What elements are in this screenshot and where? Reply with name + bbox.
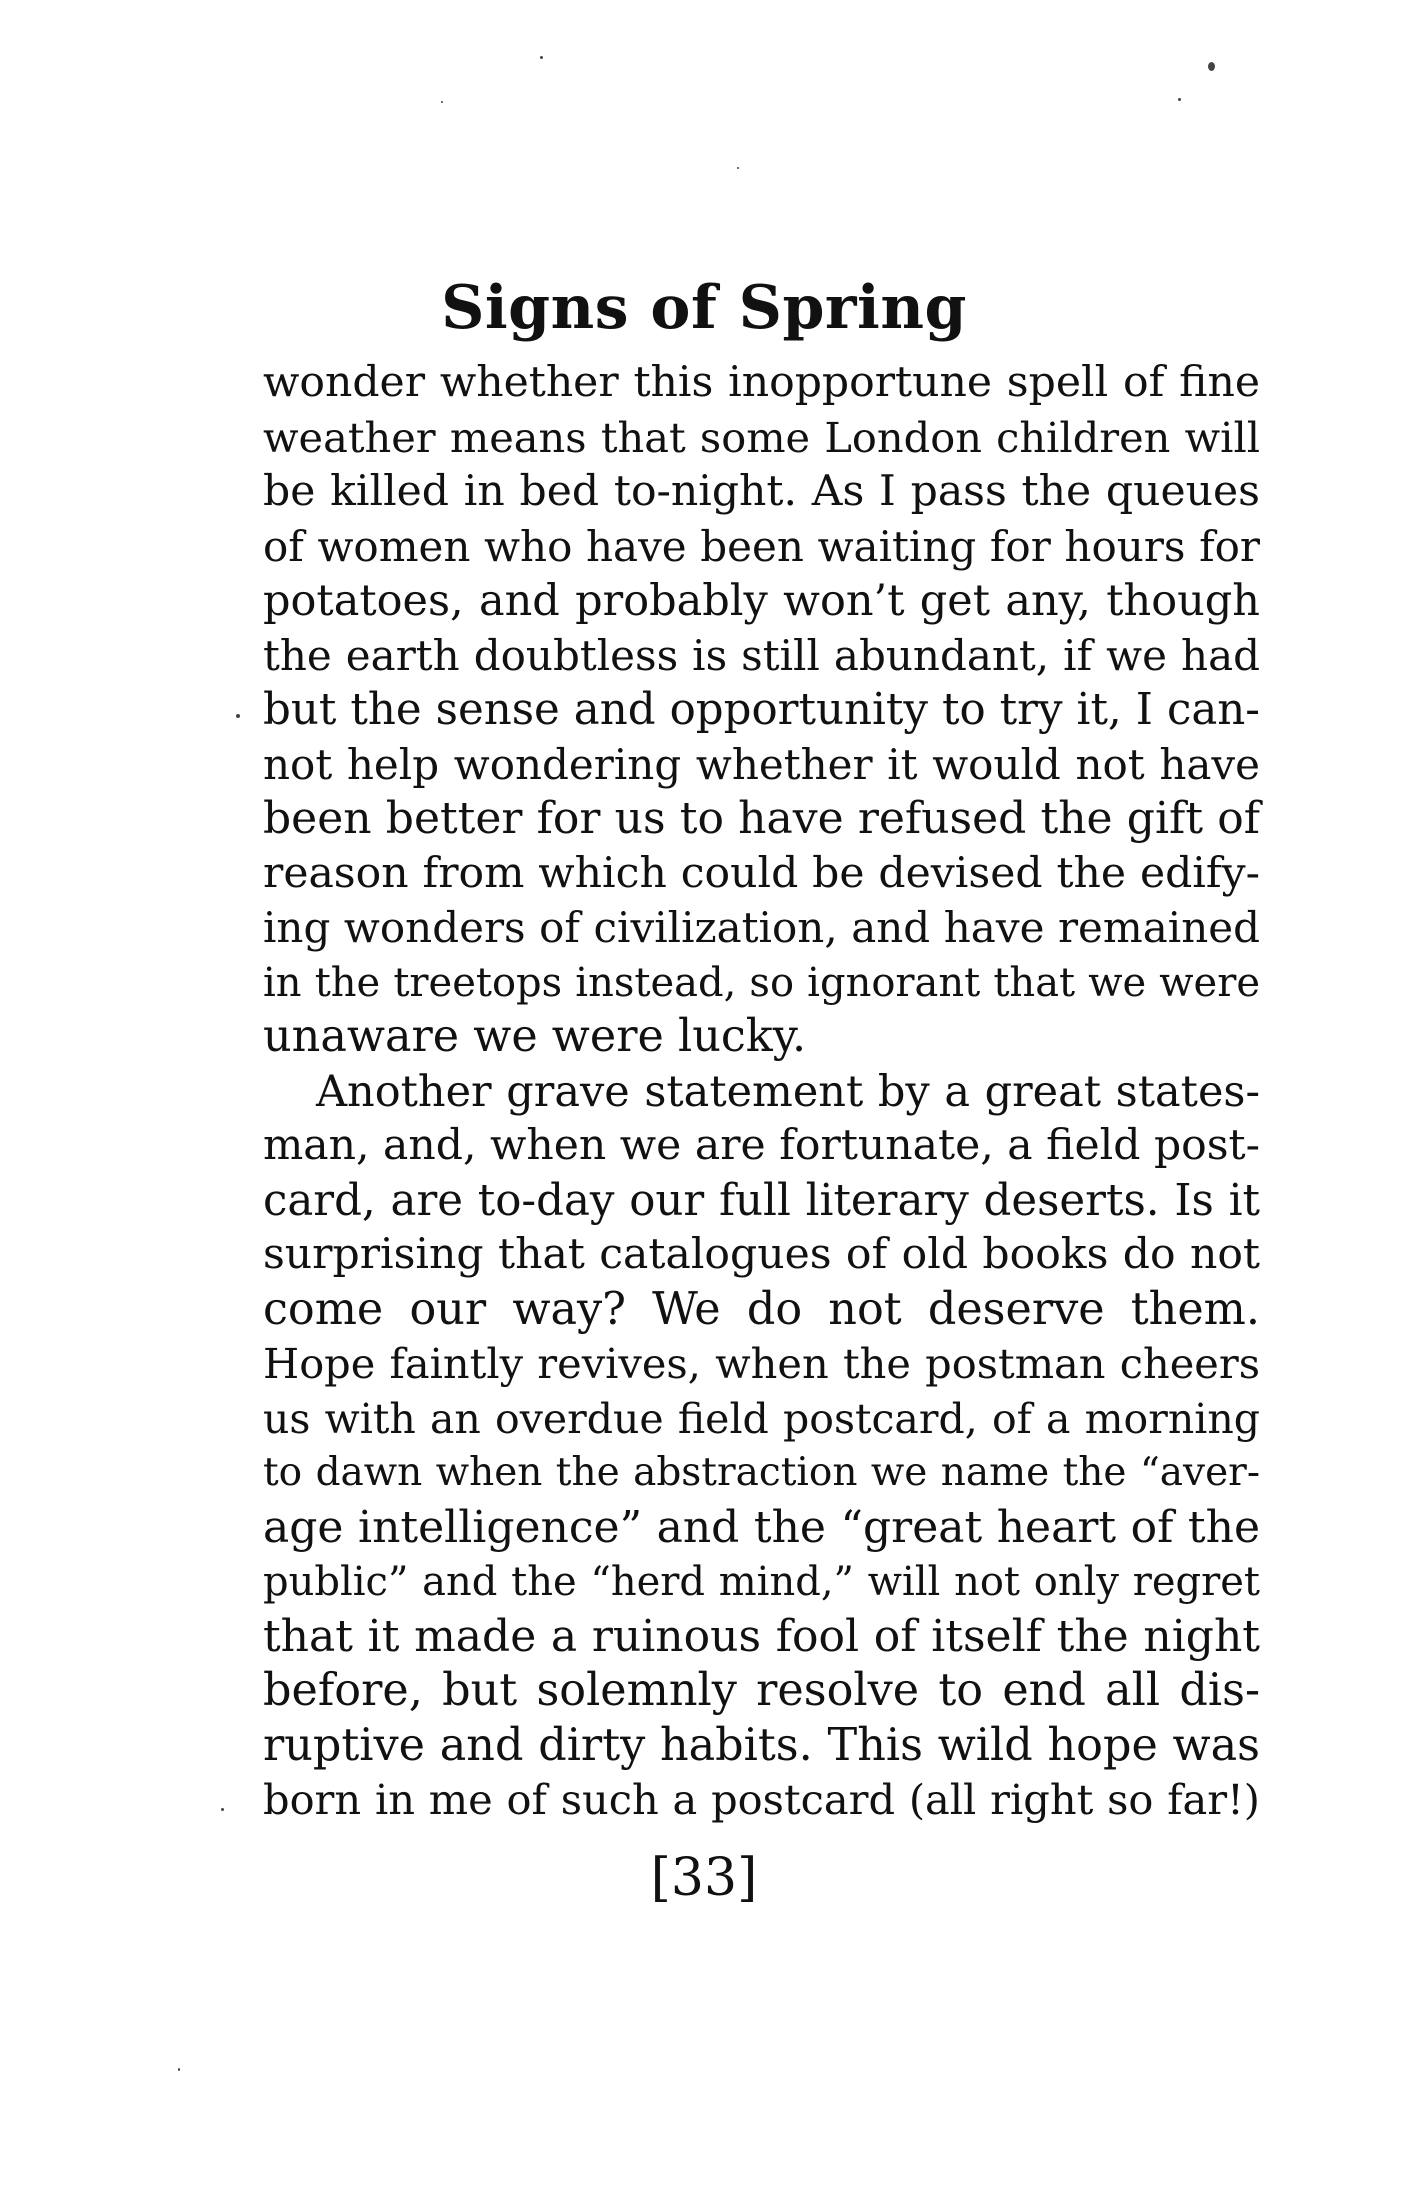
text-line: in the treetops instead, so ignorant that we were [263,959,1260,1006]
text-line: weather means that some London children will [263,412,1260,462]
text-line: born in me of such a postcard (all right so far!) [263,1775,1260,1824]
text-line: surprising that catalogues of old books do not [263,1230,1260,1279]
text-line: been better for us to have refused the gift of [263,793,1260,844]
text-line: that it made a ruinous fool of itself the night [263,1610,1260,1662]
text-line: unaware we were lucky. [263,1011,807,1062]
text-line: the earth doubtless is still abundant, if we had [263,630,1260,680]
running-head: Signs of Spring [441,273,967,343]
text-line: Another grave statement by a great states- [316,1066,1260,1117]
text-line: Hope faintly revives, when the postman cheers [263,1339,1260,1388]
text-line: before, but solemnly resolve to end all dis- [263,1665,1260,1716]
text-line: age intelligence” and the “great heart of the [263,1501,1260,1553]
text-line: of women who have been waiting for hours for [263,521,1260,571]
text-line: but the sense and opportunity to try it, I can- [263,685,1260,735]
scan-speck [221,1808,224,1811]
scan-speck [178,2068,180,2071]
text-line: ing wonders of civilization, and have remained [263,903,1260,952]
text-line: wonder whether this inopportune spell of fine [263,358,1260,407]
scan-speck [737,167,739,169]
text-line: to dawn when the abstraction we name the “aver- [263,1450,1260,1495]
scan-speck [1208,62,1215,71]
text-line: be killed in bed to-night. As I pass the queues [263,467,1260,516]
text-line: reason from which could be devised the edify- [263,848,1260,898]
text-line: public” and the “herd mind,” will not only regret [263,1559,1260,1605]
body-text [263,356,1260,1828]
text-line: card, are to-day our full literary deserts. Is it [263,1175,1260,1226]
scan-speck [236,714,240,718]
scan-speck [540,56,543,59]
page-number: [33] [650,1848,758,1908]
text-line: not help wondering whether it would not have [263,739,1260,789]
text-line: us with an overdue field postcard, of a morning [263,1394,1260,1443]
scan-speck [1178,98,1181,101]
text-line: man, and, when we are fortunate, a field post- [263,1121,1260,1170]
text-line: potatoes, and probably won’t get any, though [263,576,1260,626]
scan-speck [441,101,443,103]
text-line: come our way? We do not deserve them. [263,1283,1260,1335]
text-line: ruptive and dirty habits. This wild hope was [263,1719,1260,1771]
